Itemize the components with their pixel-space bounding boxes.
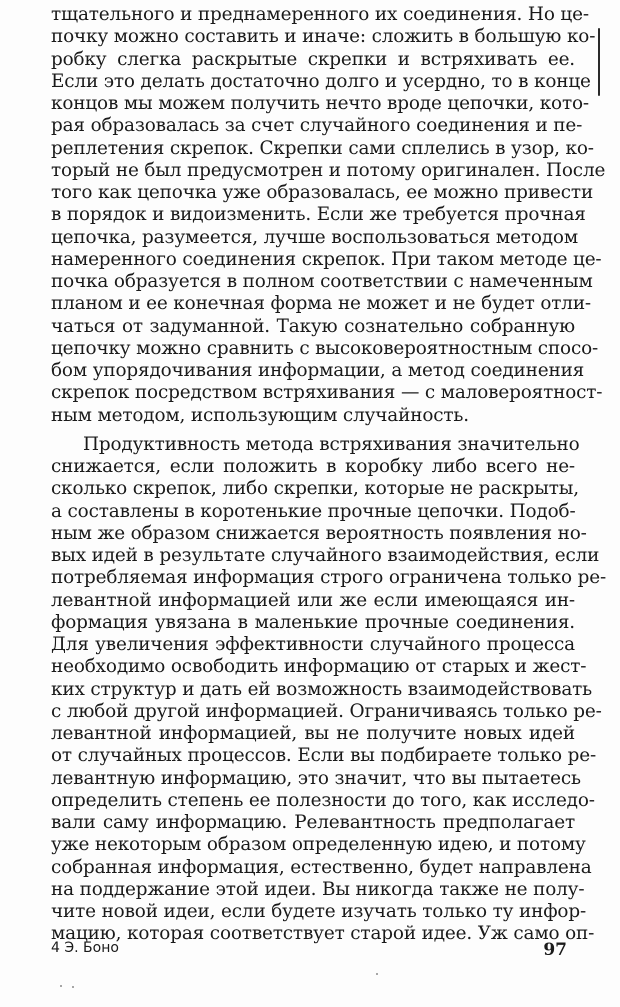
text-line: Продуктивность метода встряхивания значительно: [83, 433, 580, 455]
text-line: ным же образом снижается вероятность появления но-: [51, 522, 587, 544]
text-line: формация увязана в маленькие прочные соединения.: [51, 611, 575, 633]
text-line: намеренного соединения скрепок. При таком методе це-: [51, 248, 602, 270]
text-line: планом и ее конечная форма не может и не будет отли-: [51, 293, 591, 315]
margin-pencil-mark: [598, 28, 600, 96]
text-line: на поддержание этой идеи. Вы никогда также не полу-: [51, 878, 585, 900]
text-line: сколько скрепок, либо скрепки, которые не раскрыты,: [51, 478, 579, 500]
text-line: цепочка, разумеется, лучше воспользоваться методом: [51, 226, 579, 248]
text-line: рая образовалась за счет случайного соединения и пе-: [51, 115, 583, 137]
paragraph-1: [51, 4, 606, 427]
page-number: 97: [543, 940, 567, 960]
text-line: мацию, которая соответствует старой идее. Уж само оп-: [51, 923, 595, 945]
scan-speck: [60, 985, 62, 987]
scan-speck: [376, 973, 378, 975]
text-line: реплетения скрепок. Скрепки сами сплелись в узор, ко-: [51, 137, 594, 159]
text-line: чаться от задуманной. Такую сознательно собранную: [51, 315, 575, 337]
text-line: а составлены в коротенькие прочные цепочки. Подоб-: [51, 500, 576, 522]
page-footer: [51, 940, 575, 964]
scan-speck: [72, 986, 74, 988]
body-text: [51, 4, 607, 946]
text-line: потребляемая информация строго ограничена только ре-: [51, 567, 607, 589]
text-line: почку можно составить и иначе: сложить в большую ко-: [51, 26, 596, 48]
text-line: левантной информацией или же если имеющаяся ин-: [51, 589, 575, 611]
text-line: определить степень ее полезности до того, как исследо-: [51, 789, 595, 811]
text-line: чите новой идеи, если будете изучать только ту инфор-: [51, 901, 587, 922]
text-line: ным методом, использующим случайность.: [51, 404, 469, 426]
text-line: в порядок и видоизменить. Если же требуется прочная: [51, 204, 586, 226]
text-line: вали саму информацию. Релевантность предполагает: [51, 812, 575, 833]
text-line: с любой другой информацией. Ограничиваясь только ре-: [51, 700, 602, 722]
text-line: концов мы можем получить нечто вроде цепочки, кото-: [51, 93, 589, 114]
text-line: собранная информация, естественно, будет направлена: [51, 856, 592, 878]
text-line: того как цепочка уже образовалась, ее можно привести: [51, 182, 594, 203]
signature-mark: 4 Э. Боно: [51, 940, 119, 956]
text-line: почка образуется в полном соответствии с намеченным: [51, 271, 593, 292]
text-line: левантную информацию, это значит, что вы пытаетесь: [51, 767, 581, 789]
text-line: скрепок посредством встряхивания — с маловероятност-: [51, 382, 603, 404]
text-line: снижается, если положить в коробку либо всего не-: [51, 456, 575, 477]
text-line: вых идей в результате случайного взаимодействия, если: [51, 545, 600, 566]
text-line: ких структур и дать ей возможность взаимодействовать: [51, 678, 593, 700]
text-line: торый не был предусмотрен и потому оригинален. После: [51, 159, 606, 181]
text-line: от случайных процессов. Если вы подбираете только ре-: [51, 745, 597, 767]
text-line: Если это делать достаточно долго и усердно, то в конце: [51, 70, 591, 92]
text-line: левантной информацией, вы не получите новых идей: [51, 723, 575, 744]
text-line: уже некоторым образом определенную идею, и потому: [51, 834, 586, 856]
text-line: цепочку можно сравнить с высоковероятностным спосо-: [51, 337, 599, 359]
paragraph-2: [51, 433, 607, 946]
text-line: Для увеличения эффективности случайного процесса: [51, 634, 575, 655]
text-line: тщательного и преднамеренного их соединения. Но це-: [51, 4, 589, 25]
text-line: робку слегка раскрытые скрепки и встряхивать ее.: [51, 48, 575, 70]
text-line: бом упорядочивания информации, а метод соединения: [51, 360, 585, 381]
text-line: необходимо освободить информацию от старых и жест-: [51, 656, 587, 678]
